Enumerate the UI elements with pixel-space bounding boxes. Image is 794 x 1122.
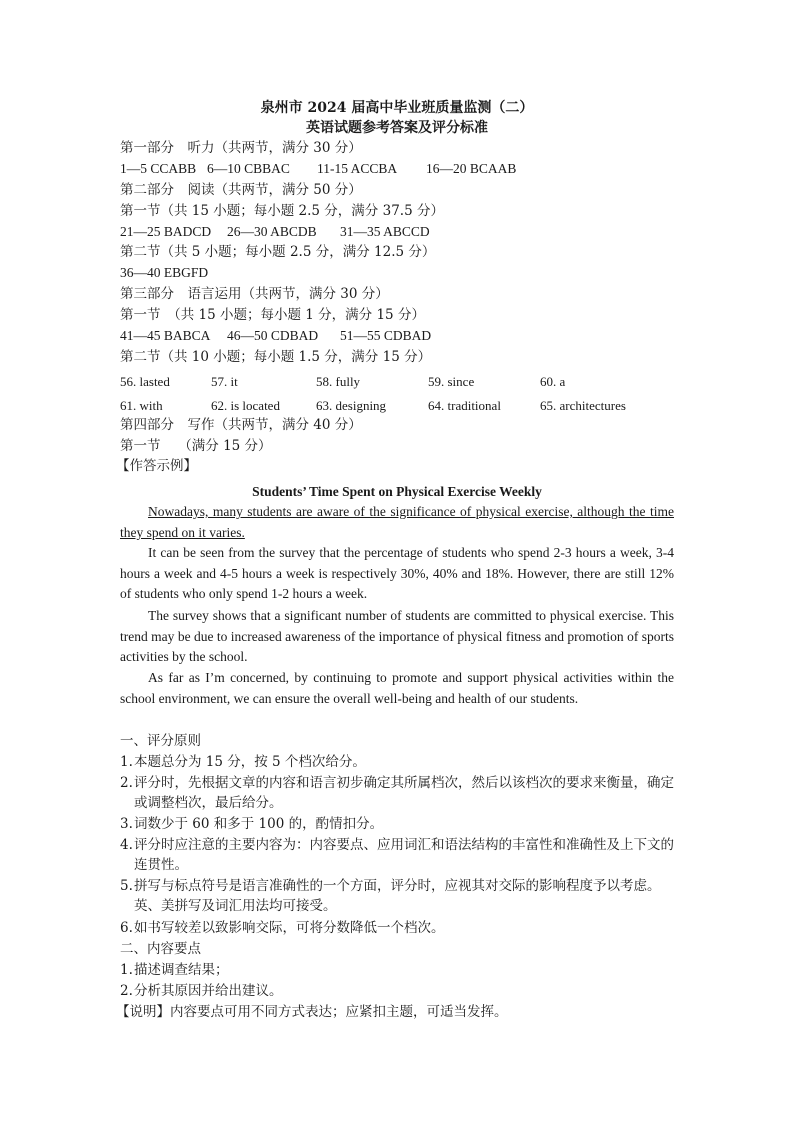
grammar-answer: 64. traditional: [428, 398, 501, 413]
item-number: 3.: [120, 816, 133, 832]
content-heading: 二、内容要点: [120, 941, 201, 957]
item-number: 2.: [120, 775, 133, 791]
item-number: 2.: [120, 983, 133, 999]
document-subtitle: 英语试题参考答案及评分标准: [306, 120, 488, 136]
item-number: 6.: [120, 920, 133, 936]
part4-heading: 第四部分 写作（共两节，满分 40 分）: [120, 417, 362, 433]
answer-group: 11-15 ACCBA: [317, 161, 398, 176]
grammar-answer: 60. a: [540, 374, 566, 389]
answer-group: 26—30 ABCDB: [227, 224, 317, 239]
essay-title: Students’ Time Spent on Physical Exercise Weekly: [252, 484, 542, 499]
part3-section1-heading: 第一节 （共 15 小题；每小题 1 分，满分 15 分）: [120, 307, 425, 323]
answer-group: 41—45 BABCA: [120, 328, 211, 343]
answer-group: 6—10 CBBAC: [207, 161, 290, 176]
grammar-answer: 62. is located: [211, 398, 280, 413]
grammar-answer: 57. it: [211, 374, 238, 389]
item-text: 评分时，先根据文章的内容和语言初步确定其所属档次，然后以该档次的要求来衡量，确定或调整档次，最后给分。: [134, 775, 674, 811]
grammar-answer: 63. designing: [316, 398, 387, 413]
item-text: 评分时应注意的主要内容为：内容要点、应用词汇和语法结构的丰富性和准确性及上下文的连贯性。: [134, 837, 674, 873]
grammar-answer: 59. since: [428, 374, 475, 389]
document-title: 泉州市 2024 届高中毕业班质量监测（二）: [260, 100, 534, 116]
grammar-answer: 58. fully: [316, 374, 361, 389]
grammar-answer: 65. architectures: [540, 398, 626, 413]
principle-item: [120, 752, 680, 772]
part2-heading: 第二部分 阅读（共两节，满分 50 分）: [120, 182, 362, 198]
item-number: 1.: [120, 754, 133, 770]
item-number: 4.: [120, 837, 133, 853]
item-text: 本题总分为 15 分，按 5 个档次给分。: [134, 754, 366, 770]
item-text: 描述调查结果；: [134, 962, 229, 978]
item-text: 拼写与标点符号是语言准确性的一个方面，评分时，应视其对交际的影响程度予以考虑。英、美拼写及词汇用法均可接受。: [134, 878, 661, 914]
grammar-answer: 61. with: [120, 398, 163, 413]
item-text: 如书写较差以致影响交际，可将分数降低一个档次。: [134, 920, 445, 936]
essay-paragraph-intro: [120, 502, 674, 543]
principle-item: [120, 918, 680, 938]
principle-item: [120, 773, 680, 813]
note: 【说明】内容要点可用不同方式表达；应紧扣主题，可适当发挥。: [116, 1004, 508, 1020]
sample-label: 【作答示例】: [116, 458, 197, 474]
part3-heading: 第三部分 语言运用（共两节，满分 30 分）: [120, 286, 389, 302]
grammar-answer: 56. lasted: [120, 374, 170, 389]
answer-group: 46—50 CDBAD: [227, 328, 319, 343]
answer-group: 51—55 CDBAD: [340, 328, 432, 343]
answer-group: 1—5 CCABB: [120, 161, 197, 176]
principle-item: [120, 814, 680, 834]
item-text: 词数少于 60 和多于 100 的，酌情扣分。: [134, 816, 384, 832]
item-number: 1.: [120, 962, 133, 978]
content-point: [120, 960, 680, 980]
part4-section1-heading: 第一节 （满分 15 分）: [120, 438, 272, 454]
principle-item: [120, 835, 680, 875]
part2-section2-answers: 36—40 EBGFD: [120, 265, 209, 280]
item-text: 分析其原因并给出建议。: [134, 983, 283, 999]
part2-section2-heading: 第二节（共 5 小题；每小题 2.5 分，满分 12.5 分）: [120, 244, 436, 260]
part2-section1-heading: 第一节（共 15 小题；每小题 2.5 分，满分 37.5 分）: [120, 203, 444, 219]
principles-heading: 一、评分原则: [120, 733, 201, 749]
part3-section2-heading: 第二节（共 10 小题；每小题 1.5 分，满分 15 分）: [120, 349, 432, 365]
essay-paragraph-text: Nowadays, many students are aware of the significance of physical exercise, although the time they spend on it varies.: [120, 504, 674, 540]
item-number: 5.: [120, 878, 133, 894]
essay-paragraph: The survey shows that a significant number of students are committed to physical exercise. This trend may be due to increased awareness of the importance of physical fitness and promotion of sports activities by the school.: [120, 608, 674, 665]
part1-heading: 第一部分 听力（共两节，满分 30 分）: [120, 140, 362, 156]
content-point: [120, 981, 680, 1001]
answer-group: 21—25 BADCD: [120, 224, 212, 239]
answer-group: 31—35 ABCCD: [340, 224, 430, 239]
essay-paragraph: As far as I’m concerned, by continuing to promote and support physical activities within the school environment, we can ensure the overall well-being and health of our students.: [120, 670, 674, 706]
essay-paragraph: It can be seen from the survey that the percentage of students who spend 2-3 hours a week, 3-4 hours a week and 4-5 hours a week is respectively 30%, 40% and 18%. However, there are still 12% of students who only spend 1-2 hours a week.: [120, 545, 674, 602]
answer-group: 16—20 BCAAB: [426, 161, 517, 176]
principle-item: [120, 876, 680, 916]
